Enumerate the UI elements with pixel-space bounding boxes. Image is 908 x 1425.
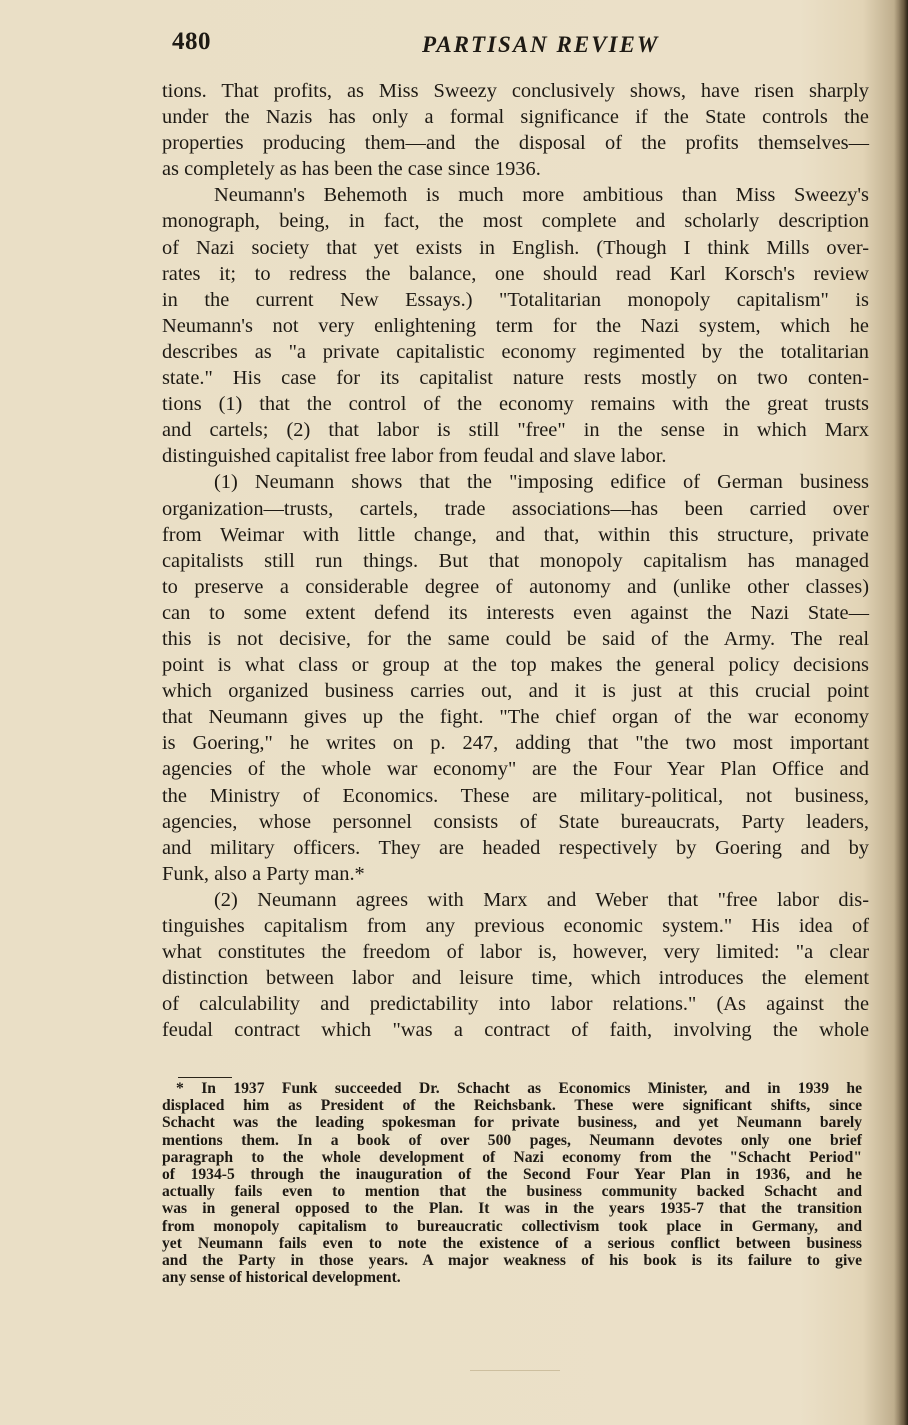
body-line: tions (1) that the control of the economy remains with the great trusts [162, 393, 869, 416]
body-line: the Ministry of Economics. These are military-political, not business, [162, 784, 869, 807]
body-text [162, 78, 869, 1043]
body-line: this is not decisive, for the same could be said of the Army. The real [162, 627, 869, 650]
footnote-line: from monopoly capitalism to bureaucratic collectivism took place in Germany, and [162, 1217, 862, 1235]
footnote-line: actually fails even to mention that the business community backed Schacht and [162, 1183, 862, 1201]
body-line: distinction between labor and leisure time, which introduces the element [162, 967, 869, 990]
body-line: organization—trusts, cartels, trade associations—has been carried over [162, 497, 869, 520]
body-line: describes as "a private capitalistic economy regimented by the totalitarian [162, 340, 869, 363]
body-line: as completely as has been the case since 1936. [162, 158, 541, 181]
body-line: to preserve a considerable degree of autonomy and (unlike other classes) [162, 575, 869, 598]
body-line: distinguished capitalist free labor from feudal and slave labor. [162, 445, 667, 468]
footnote-line: Schacht was the leading spokesman for private business, and yet Neumann barely [162, 1114, 862, 1132]
body-line: of calculability and predictability into labor relations." (As against the [162, 993, 869, 1016]
body-line: (1) Neumann shows that the "imposing edifice of German business [214, 471, 869, 494]
body-line: from Weimar with little change, and that, within this structure, private [162, 523, 869, 546]
body-line: agencies of the whole war economy" are the Four Year Plan Office and [162, 758, 869, 781]
body-line: feudal contract which "was a contract of faith, involving the whole [162, 1019, 869, 1042]
body-line: capitalists still run things. But that monopoly capitalism has managed [162, 549, 869, 572]
body-line: (2) Neumann agrees with Marx and Weber that "free labor dis- [214, 888, 869, 911]
body-line: in the current New Essays.) "Totalitarian monopoly capitalism" is [162, 288, 869, 311]
body-line: Neumann's Behemoth is much more ambitious than Miss Sweezy's [214, 184, 869, 207]
running-head: PARTISAN REVIEW [422, 32, 660, 57]
body-line: rates it; to redress the balance, one should read Karl Korsch's review [162, 262, 869, 285]
body-line: agencies, whose personnel consists of State bureaucrats, Party leaders, [162, 810, 869, 833]
body-line: that Neumann gives up the fight. "The chief organ of the war economy [162, 706, 869, 729]
page-number: 480 [172, 28, 211, 55]
body-line: Neumann's not very enlightening term for the Nazi system, which he [162, 314, 869, 337]
footnote-line: mentions them. In a book of over 500 pages, Neumann devotes only one brief [162, 1131, 862, 1149]
footnote-line: displaced him as President of the Reichsbank. These were significant shifts, since [162, 1097, 862, 1115]
body-line: monograph, being, in fact, the most complete and scholarly description [162, 210, 869, 233]
footnote-line: * In 1937 Funk succeeded Dr. Schacht as Economics Minister, and in 1939 he [176, 1080, 862, 1097]
body-line: which organized business carries out, and it is just at this crucial point [162, 680, 869, 703]
body-line: of Nazi society that yet exists in English. (Though I think Mills over- [162, 236, 869, 259]
footnote-line: and the Party in those years. A major weakness of his book is its failure to give [162, 1251, 862, 1269]
footnote-line: was in general opposed to the Plan. It was in the years 1935-7 that the transition [162, 1200, 862, 1218]
footnote [162, 1080, 862, 1286]
footnote-line: paragraph to the whole development of Nazi economy from the "Schacht Period" [162, 1148, 862, 1166]
footnote-divider [178, 1077, 232, 1078]
body-line: point is what class or group at the top makes the general policy decisions [162, 654, 869, 677]
footnote-line: yet Neumann fails even to note the existence of a serious conflict between business [162, 1234, 862, 1252]
body-line: and cartels; (2) that labor is still "free" in the sense in which Marx [162, 419, 869, 442]
faint-page-mark [470, 1370, 560, 1371]
footnote-line: any sense of historical development. [162, 1269, 401, 1287]
body-line: is Goering," he writes on p. 247, adding that "the two most important [162, 732, 869, 755]
footnote-line: of 1934-5 through the inauguration of the Second Four Year Plan in 1936, and he [162, 1165, 862, 1183]
body-line: state." His case for its capitalist nature rests mostly on two conten- [162, 367, 869, 390]
body-line: Funk, also a Party man.* [162, 862, 365, 885]
body-line: tinguishes capitalism from any previous economic system." His idea of [162, 915, 869, 937]
body-line: what constitutes the freedom of labor is, however, very limited: "a clear [162, 941, 869, 964]
body-line: under the Nazis has only a formal significance if the State controls the [162, 106, 869, 129]
body-line: can to some extent defend its interests even against the Nazi State— [162, 601, 869, 624]
page-binding-edge [894, 0, 908, 1425]
page-header [172, 28, 872, 64]
body-line: properties producing them—and the disposal of the profits themselves— [162, 132, 869, 155]
body-line: tions. That profits, as Miss Sweezy conclusively shows, have risen sharply [162, 80, 869, 102]
body-line: and military officers. They are headed respectively by Goering and by [162, 836, 869, 859]
